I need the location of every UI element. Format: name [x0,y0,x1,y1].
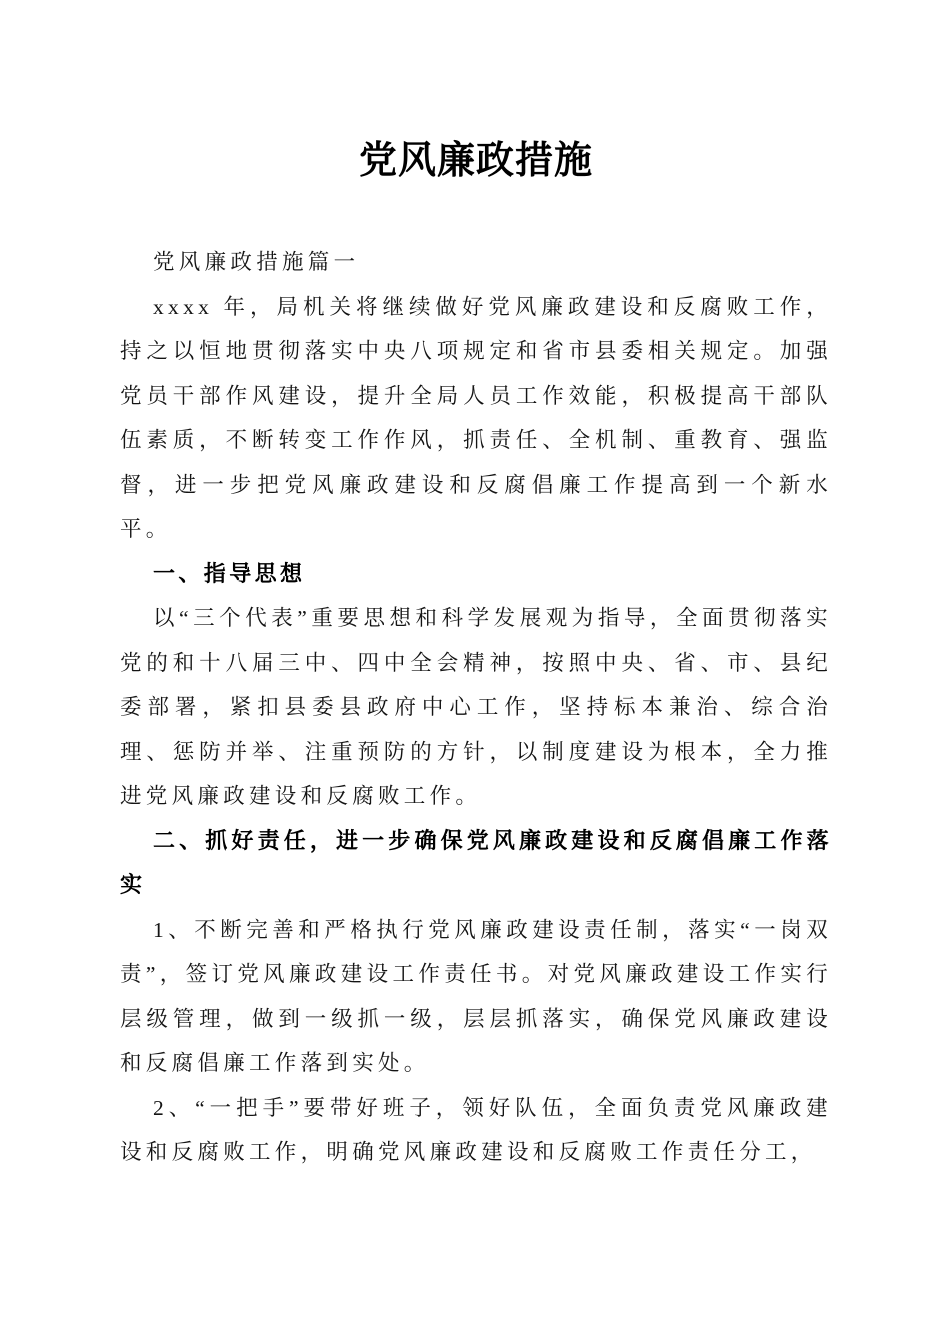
section-heading: 二、抓好责任，进一步确保党风廉政建设和反腐倡廉工作落实 [120,827,832,897]
body-paragraph: 党风廉政措施篇一 [153,250,360,274]
section-heading: 一、指导思想 [153,560,306,586]
document-title: 党风廉政措施 [358,140,593,182]
body-paragraph: 2、“一把手”要带好班子，领好队伍，全面负责党风廉政建设和反腐败工作，明确党风廉政建设和反腐败工作责任分工， [120,1095,832,1164]
body-paragraph: xxxx 年，局机关将继续做好党风廉政建设和反腐败工作，持之以恒地贯彻落实中央八项规定和省市县委相关规定。加强党员干部作风建设，提升全局人员工作效能，积极提高干部队伍素质，不断转变工作作风，抓责任、全机制、重教育、强监督，进一步把党风廉政建设和反腐倡廉工作提高到一个新水平。 [120,294,832,541]
body-paragraph: 1、不断完善和严格执行党风廉政建设责任制，落实“一岗双责”，签订党风廉政建设工作责任书。对党风廉政建设工作实行层级管理，做到一级抓一级，层层抓落实，确保党风廉政建设和反腐倡廉工作落到实处。 [120,917,832,1075]
body-paragraph: 以“三个代表”重要思想和科学发展观为指导，全面贯彻落实党的和十八届三中、四中全会精神，按照中央、省、市、县纪委部署，紧扣县委县政府中心工作，坚持标本兼治、综合治理、惩防并举、注重预防的方针，以制度建设为根本，全力推进党风廉政建设和反腐败工作。 [120,606,832,808]
document-body [120,240,832,1175]
